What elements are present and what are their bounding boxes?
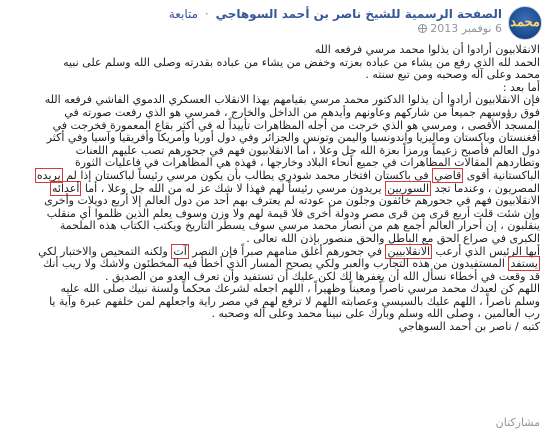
post-header	[8, 6, 542, 40]
line-segment: في جحورهم أغلق منامهم صبراً فإن النصر	[188, 244, 386, 258]
highlight-box: قاضي	[434, 168, 462, 182]
post-line: كتبه / ناصر بن أحمد السوهاجي	[398, 320, 540, 334]
post-line: محمد وعلى آله وصحبه ومن تبع سنته .	[365, 68, 540, 82]
highlight-box: يريده	[36, 168, 61, 182]
follow-link[interactable]: متابعة	[168, 7, 199, 21]
line-segment: الباكستانية أقوى	[463, 168, 540, 182]
title-line	[8, 6, 502, 22]
header-text	[8, 6, 502, 36]
line-segment: ولكنه التمحيص والاختبار لكي	[38, 244, 172, 258]
avatar-logo-text: محمد	[510, 15, 540, 30]
highlight-box: يستفد	[510, 257, 538, 271]
post-line: اللهم كن لعبدك محمد مرسي ناصراً ومعيناً وظهيراً ، اللهم اجعله لشرعك محكماً ولسنة نبيك صلى الله عليه	[60, 282, 540, 296]
post-line: الانقلابيون فهم في جحورهم خائفون وجلون من عودته لم يعترف بهم أحد من دول العالم إلا أربع دويلات وأخرى	[44, 194, 540, 208]
post-line: الكبرى في صراع الحق مع الباطل والحق منصور بإذن الله تعالى .	[246, 231, 540, 245]
post-line: الانقلابيون أرادوا أن يذلوا محمد مرسي فرفعه الله	[314, 43, 540, 56]
line-segment: أيها الرئيس الذي أرعب	[432, 244, 540, 258]
line-segment: المصريون ، وعندما تجد	[431, 181, 540, 195]
page-avatar[interactable]	[508, 6, 542, 40]
highlight-box: الانقلابيين	[387, 244, 431, 258]
post-line-highlighted	[10, 258, 540, 271]
globe-icon	[418, 24, 427, 33]
post-line: قد وقعت في أخطاء نسأل الله أن يغفرها لك لكن عليك أن تستفيد وأن تعرف العدو من الصديق .	[105, 269, 540, 283]
highlight-box: السوريين	[387, 181, 430, 195]
post-date[interactable]: 6 نوفمبر 2013	[430, 22, 502, 35]
shares-count[interactable]: مشاركتان	[495, 416, 540, 429]
post-line: الحمد لله الذي رفع من يشاء من عباده بعزته وخفض من يشاء من عباده بقدرته وصلى الله وسلم على نبيه	[63, 55, 540, 69]
post-line: ينقلبون ، إن أحرار العالم أجمع هم من أنصار محمد مرسي سوف يسطر التاريخ ويكتب الكتاب هذه الملحمة	[59, 219, 540, 233]
post-body	[10, 44, 540, 334]
post-line: المسجد الأقصى ، ومرسي هو الذي خرجت من أجله المظاهرات تأييداً له في أكثر بقاع المعمورة فخرجت في	[52, 118, 540, 132]
separator-dot: ·	[204, 7, 209, 21]
post-line: أفغنستان وباكستان وماليزيا واندونسيا واليمن وتونس والجزائر وفي دول أوربا وأمريكا وأفريقيا وآسيا وفي أكثر	[46, 131, 540, 145]
post-line: وتطاردهم المقالات المظاهرات في جميع أنحاء البلاد وخارجها ، فهذه هي المظاهرات في فاعليات الثورة	[74, 156, 540, 170]
page-name-link[interactable]: الصفحة الرسمية للشيخ ناصر بن أحمد السوهاجي	[215, 7, 502, 21]
line-segment: المستفيدون من هذه التجارب والعبر ولكي يصحح المسار الذي أخطأ فيه المخطئون ولاشك ولا ريب أنك	[43, 257, 509, 271]
line-segment: يريدون مرسي رئيساً لهم فهذا لا شك عز له من الله جل وعلا ، أما	[81, 181, 386, 195]
post-line: رب العالمين ، وصلى الله وسلم وبارك على نبينا محمد وعلى آله وصحبه .	[211, 307, 540, 321]
highlight-box: أعدائه	[52, 181, 80, 195]
line-segment: في باكستان افتخار محمد شودري يطالب بأن يكون مرسي رئيساً لباكستان إذا لم	[62, 168, 433, 182]
highlight-box: آت	[173, 244, 187, 258]
post-line: وسلم ناصراً ، اللهم عليك بالسيسي وعصابته اللهم لا ترفع لهم في مصر راية واجعلهم لمن خلفهم عبرة وآية يا	[49, 294, 540, 308]
post-meta	[8, 22, 502, 36]
post-line: دول العالم فأصبح زعيماً ورمزاً بعزة الله جل وعلا ، أما الانقلابيون فهم في جحورهم تصب عليهم اللعنات	[75, 143, 540, 157]
post-line: أما بعد :	[502, 80, 540, 94]
post-line: وإن شئت قلت أربع قرى من قرى مصر ودولة أخرى فلا قيمة لهم ولا وزن وسوف يعلم الذين ظلموا أي منقلب	[46, 206, 540, 220]
post-line: فوق رؤوسهم جميعاً من شاركهم وعاونهم وأيدهم من الداخل والخارج ، فمرسي هو الذي رفعت صورته في	[64, 105, 540, 119]
post-line: فإن الانقلابيون أرادوا أن يذلوا الدكتور محمد مرسي بقيامهم بهذا الانقلاب العسكري الدموي الفاشي فرفعه الله	[44, 93, 540, 107]
